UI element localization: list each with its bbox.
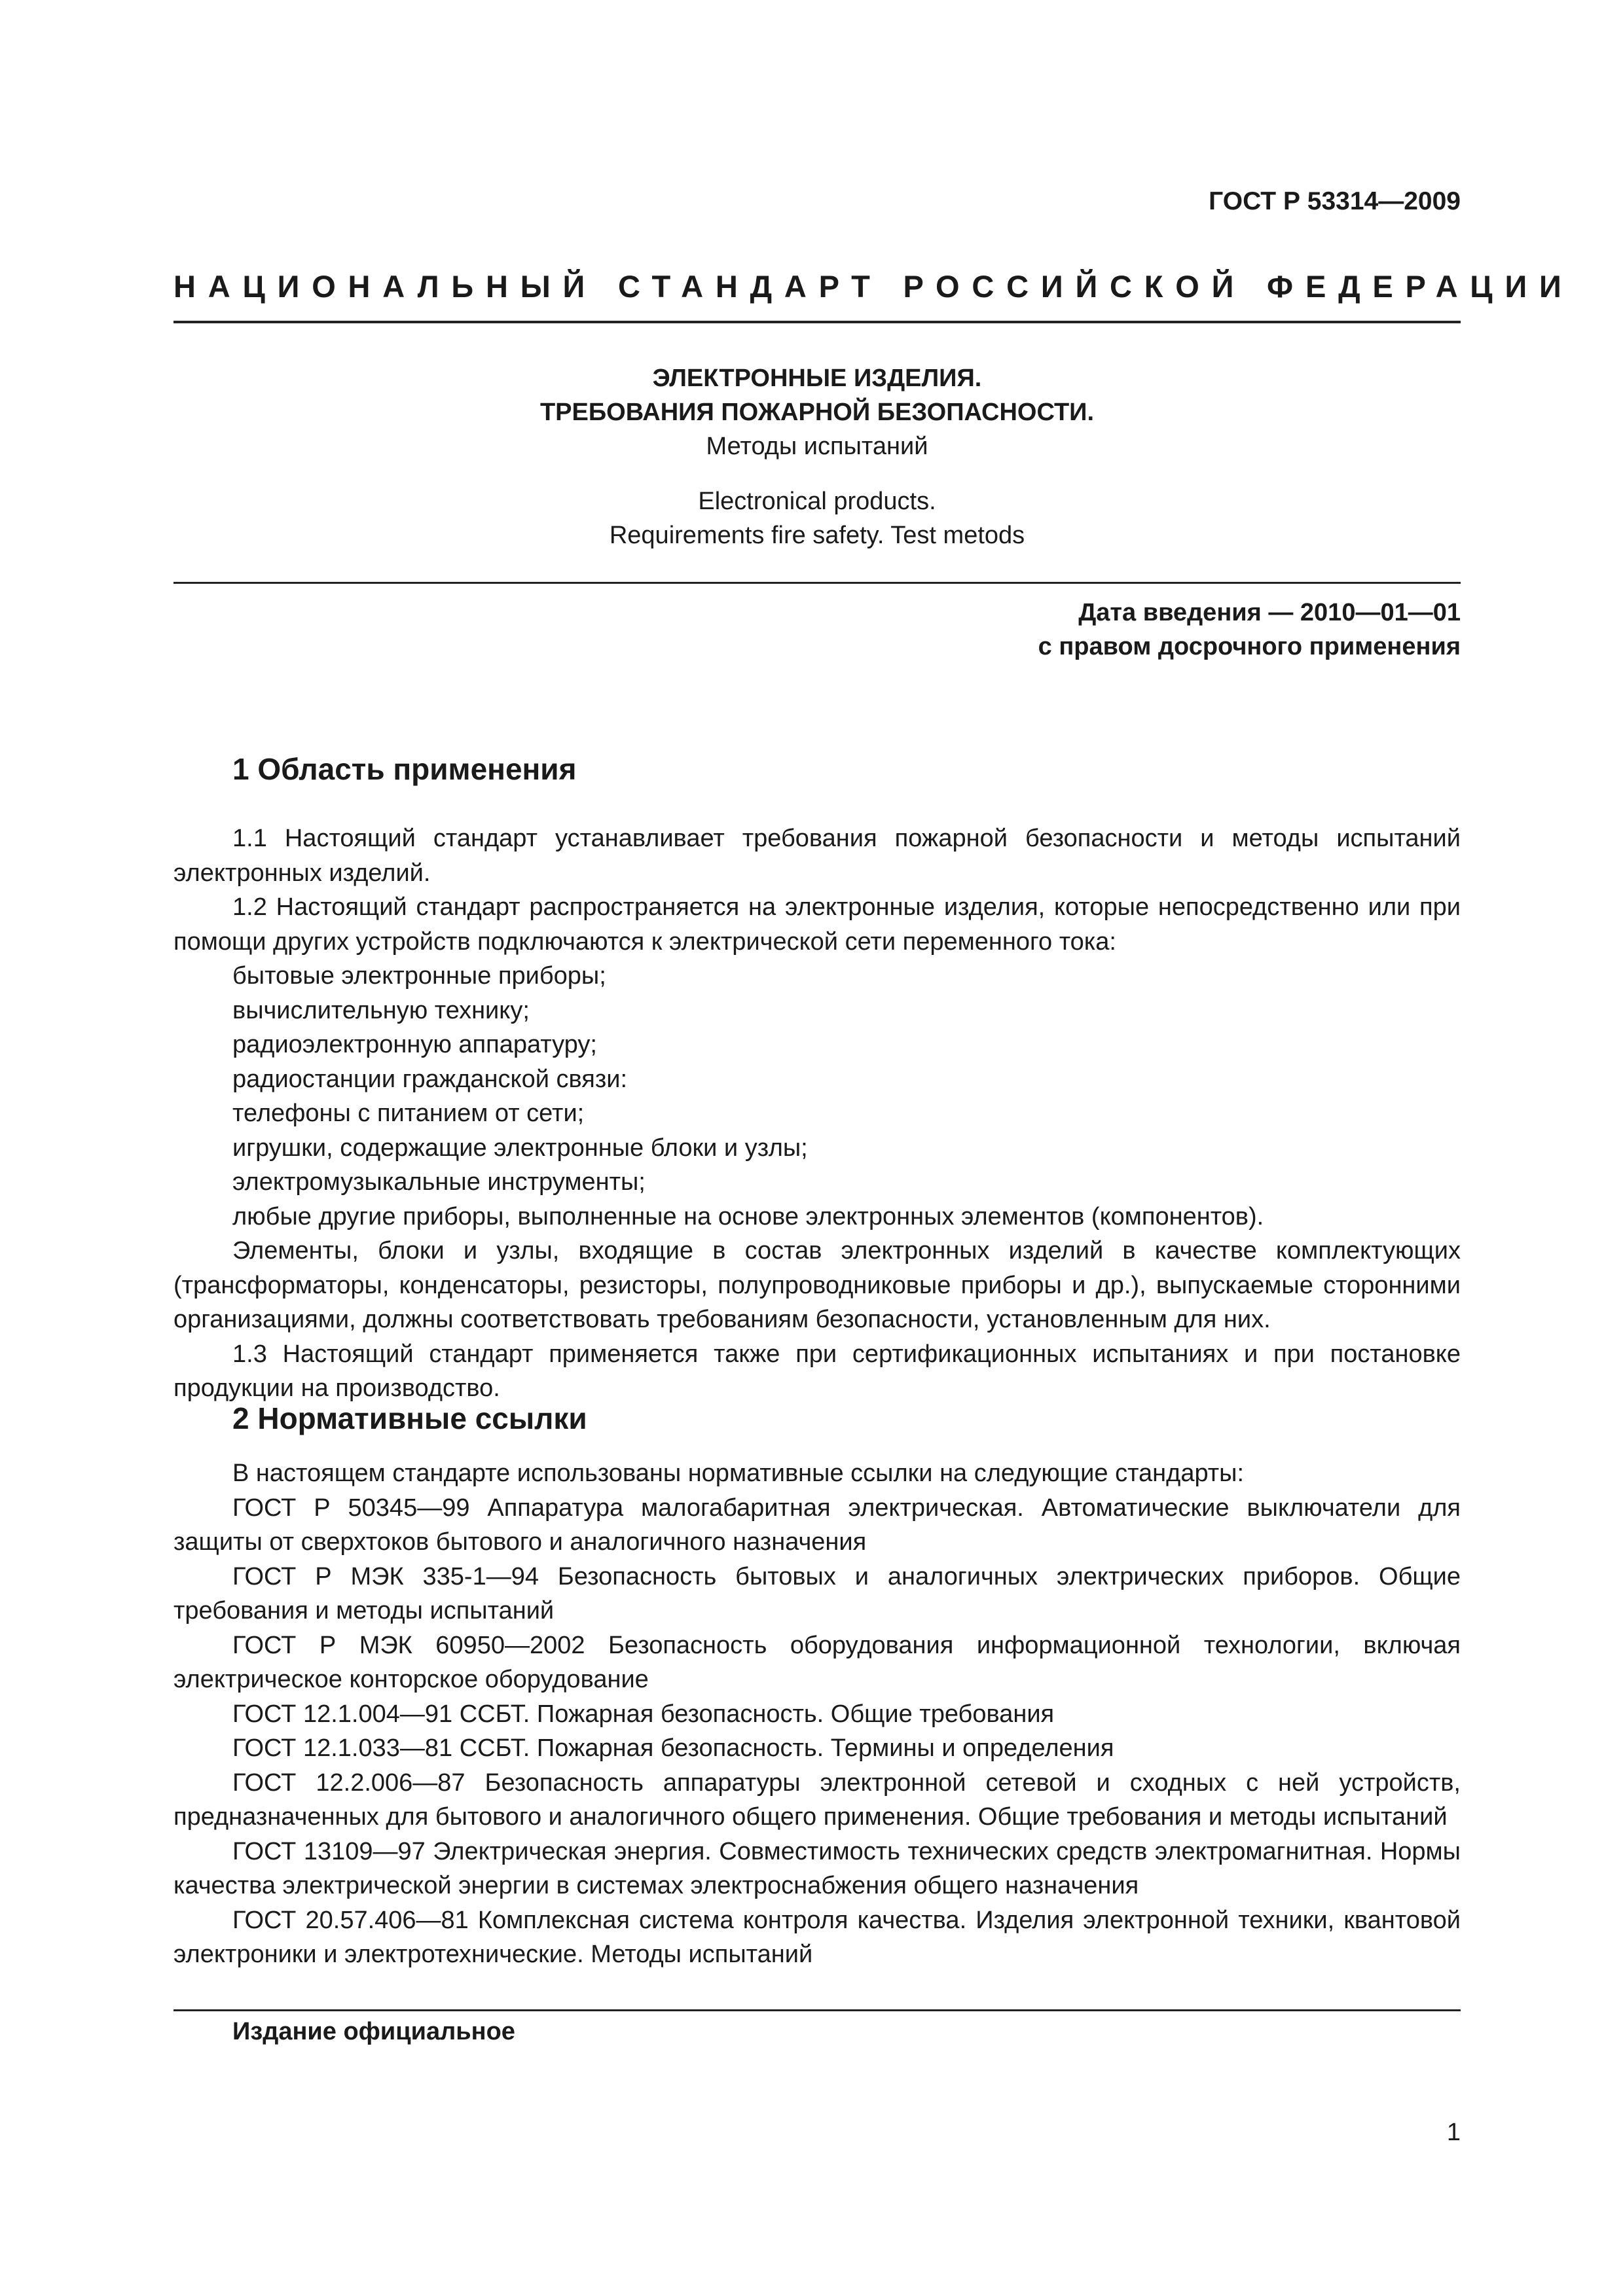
- section-1-body: [173, 821, 1461, 1406]
- list-item: вычислительную технику;: [232, 996, 530, 1024]
- reference-item: ГОСТ 12.1.004—91 ССБТ. Пожарная безопасность. Общие требования: [232, 1700, 1055, 1728]
- list-item: бытовые электронные приборы;: [232, 962, 606, 990]
- footer-divider: [173, 2009, 1461, 2011]
- list-item: любые другие приборы, выполненные на основе электронных элементов (компонентов).: [232, 1202, 1264, 1230]
- section-2-heading: 2 Нормативные ссылки: [232, 1401, 587, 1435]
- title-divider: [173, 582, 1461, 584]
- national-standard-heading: НАЦИОНАЛЬНЫЙ СТАНДАРТ РОССИЙСКОЙ ФЕДЕРАЦИИ: [173, 269, 1574, 304]
- paragraph-1-1: 1.1 Настоящий стандарт устанавливает требования пожарной безопасности и методы испытаний электронных изделий.: [173, 825, 1461, 887]
- early-application-line: с правом досрочного применения: [1038, 633, 1461, 660]
- document-code: ГОСТ Р 53314—2009: [1209, 187, 1461, 215]
- reference-item: ГОСТ Р 50345—99 Аппаратура малогабаритная электрическая. Автоматические выключатели для защиты от сверхтоков бытового и аналогичного назначения: [173, 1494, 1461, 1556]
- paragraph-1-3: 1.3 Настоящий стандарт применяется также при сертификационных испытаниях и при постановке продукции на производство.: [173, 1340, 1461, 1402]
- date-line: Дата введения — 2010—01—01: [1078, 599, 1461, 626]
- list-item: игрушки, содержащие электронные блоки и узлы;: [232, 1134, 808, 1162]
- reference-item: ГОСТ 13109—97 Электрическая энергия. Совместимость технических средств электромагнитная. Нормы качества электрической энергии в системах электроснабжения общего назначения: [173, 1837, 1461, 1899]
- paragraph-1-2: 1.2 Настоящий стандарт распространяется на электронные изделия, которые непосредственно или при помощи других устройств подключаются к электрической сети переменного тока:: [173, 893, 1461, 956]
- section-1-heading: 1 Область применения: [232, 752, 577, 786]
- english-title-line-1: Electronical products.: [698, 488, 936, 515]
- official-edition-label: Издание официальное: [232, 2018, 515, 2045]
- title-line-2: ТРЕБОВАНИЯ ПОЖАРНОЙ БЕЗОПАСНОСТИ.: [539, 399, 1095, 426]
- russian-title: [173, 361, 1461, 463]
- section-2-body: [173, 1456, 1461, 1972]
- reference-item: ГОСТ Р МЭК 335-1—94 Безопасность бытовых и аналогичных электрических приборов. Общие требования и методы испытаний: [173, 1562, 1461, 1624]
- reference-item: ГОСТ 20.57.406—81 Комплексная система контроля качества. Изделия электронной техники, квантовой электроники и электротехнические. Методы испытаний: [173, 1906, 1461, 1968]
- english-title-line-2: Requirements fire safety. Test metods: [609, 522, 1025, 549]
- list-item: радиостанции гражданской связи:: [232, 1065, 628, 1093]
- list-item: радиоэлектронную аппаратуру;: [232, 1031, 597, 1058]
- english-title: [173, 484, 1461, 552]
- list-item: электромузыкальные инструменты;: [232, 1168, 646, 1196]
- page-number: 1: [1446, 2119, 1461, 2146]
- reference-item: ГОСТ 12.1.033—81 ССБТ. Пожарная безопасность. Термины и определения: [232, 1734, 1114, 1762]
- title-line-3: Методы испытаний: [706, 433, 928, 460]
- paragraph-components: Элементы, блоки и узлы, входящие в состав электронных изделий в качестве комплектующих (трансформаторы, конденсаторы, резисторы, полупроводниковые приборы и др.), выпускаемые сторонними организациями, должны соответствовать требованиям безопасности, установленным для них.: [173, 1237, 1461, 1333]
- reference-item: ГОСТ Р МЭК 60950—2002 Безопасность оборудования информационной технологии, включая электрическое конторское оборудование: [173, 1631, 1461, 1693]
- title-line-1: ЭЛЕКТРОННЫЕ ИЗДЕЛИЯ.: [652, 365, 982, 392]
- top-divider: [173, 321, 1461, 323]
- references-intro: В настоящем стандарте использованы нормативные ссылки на следующие стандарты:: [232, 1460, 1245, 1487]
- introduction-date: [1038, 596, 1461, 664]
- list-item: телефоны с питанием от сети;: [232, 1100, 585, 1127]
- reference-item: ГОСТ 12.2.006—87 Безопасность аппаратуры электронной сетевой и сходных с ней устройств, предназначенных для бытового и аналогичного общего применения. Общие требования и методы испытаний: [173, 1768, 1461, 1831]
